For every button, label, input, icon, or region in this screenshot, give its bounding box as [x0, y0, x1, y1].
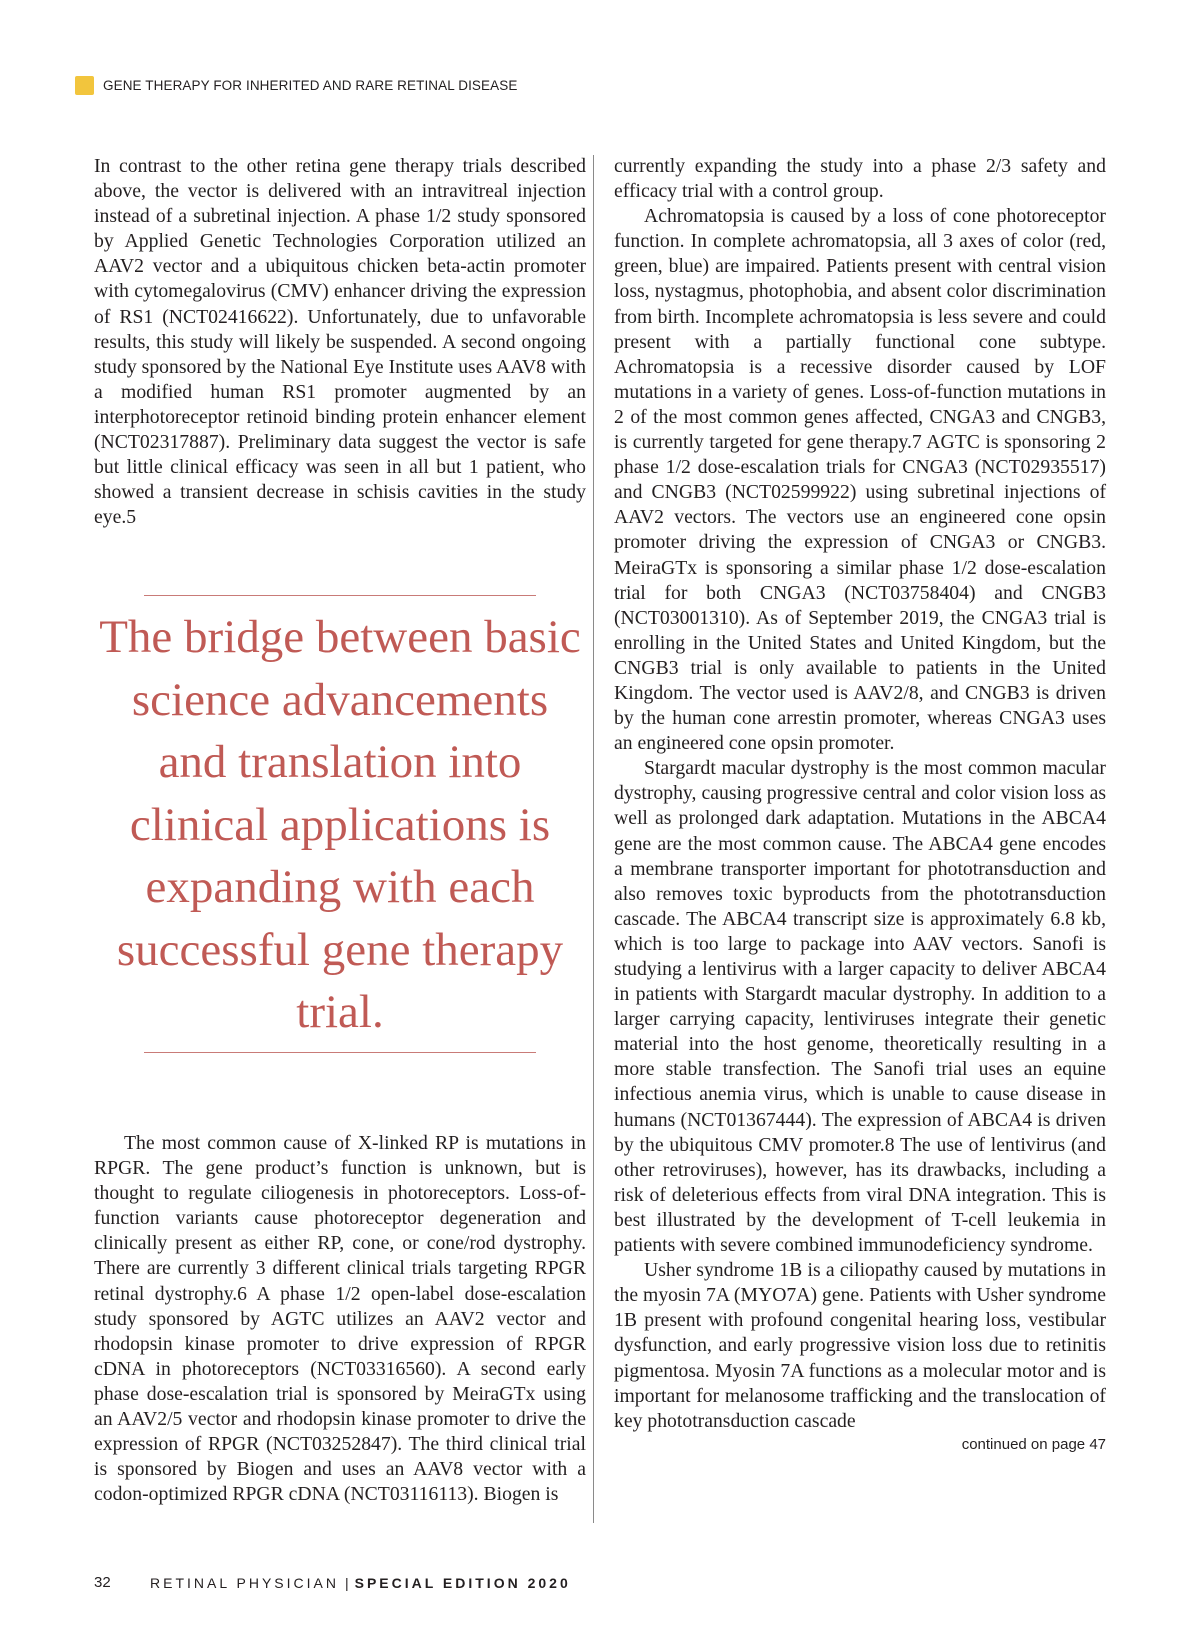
- page-footer: [94, 1574, 571, 1591]
- edition-label: SPECIAL EDITION 2020: [354, 1574, 571, 1591]
- pull-quote-text: The bridge between basic science advancements and translation into clinical applications is expanding with each successful gene therapy trial.: [99, 611, 581, 1038]
- paragraph-x-linked-rp: The most common cause of X-linked RP is mutations in RPGR. The gene product’s function is unknown, but is thought to regulate ciliogenesis in photoreceptors. Loss-of-function variants cause photoreceptor degeneration and clinically present as either RP, cone, or cone/rod dystrophy. There are currently 3 different clinical trials targeting RPGR retinal dystrophy.6 A phase 1/2 open-label dose-escalation study sponsored by AGTC utilizes an AAV2 vector and rhodopsin kinase promoter to drive expression of RPGR cDNA in photoreceptors (NCT03316560). A second early phase dose-escalation trial is sponsored by MeiraGTx using an AAV2/5 vector and rhodopsin kinase promoter to drive the expression of RPGR (NCT03252847). The third clinical trial is sponsored by Biogen and uses an AAV8 vector with a codon-optimized RPGR cDNA (NCT03116113). Biogen is: [94, 1132, 586, 1506]
- pull-quote-bottom-rule: [144, 1052, 536, 1053]
- page-number: 32: [94, 1574, 111, 1591]
- footer-separator: |: [344, 1574, 349, 1591]
- publication-name: RETINAL PHYSICIAN: [150, 1574, 339, 1591]
- paragraph-achromatopsia: Achromatopsia is caused by a loss of cone photoreceptor function. In complete achromatopsia, all 3 axes of color (red, green, blue) are impaired. Patients present with central vision loss, nystagmus, photophobia, and absent color discrimination from birth. Incomplete achromatopsia is less severe and could present with a partially functional cone subtype. Achromatopsia is a recessive disorder caused by LOF mutations in a variety of genes. Loss-of-function mutations in 2 of the most common genes affected, CNGA3 and CNGB3, is currently targeted for gene therapy.7 AGTC is sponsoring 2 phase 1/2 dose-escalation trials for CNGA3 (NCT02935517) and CNGB3 (NCT02599922) using subretinal injections of AAV2 vectors. The vectors use an engineered cone opsin promoter driving the expression of CNGA3 or CNGB3. MeiraGTx is sponsoring a similar phase 1/2 dose-escalation trial for both CNGA3 (NCT03758404) and CNGB3 (NCT03001310). As of September 2019, the CNGA3 trial is enrolling in the United States and United Kingdom, but the CNGB3 trial is only available to patients in the United Kingdom. The vector used is AAV2/8, and CNGB3 is driven by the human cone arrestin promoter, whereas CNGA3 uses an engineered cone opsin promoter.: [614, 205, 1106, 755]
- right-column: [614, 154, 1106, 1456]
- continued-on-page: continued on page 47: [961, 1435, 1106, 1453]
- paragraph-rs1-trials: In contrast to the other retina gene therapy trials described above, the vector is delivered with an intravitreal injection instead of a subretinal injection. A phase 1/2 study sponsored by Applied Genetic Technologies Corporation utilized an AAV2 vector and a ubiquitous chicken beta-actin promoter with cytomegalovirus (CMV) enhancer driving the expression of RS1 (NCT02416622). Unfortunately, due to unfavorable results, this study will likely be suspended. A second ongoing study sponsored by the National Eye Institute uses AAV8 with a modified human RS1 promoter augmented by an interphotoreceptor retinoid binding protein enhancer element (NCT02317887). Preliminary data suggest the vector is safe but little clinical efficacy was seen in all but 1 patient, who showed a transient decrease in schisis cavities in the study eye.5: [94, 155, 586, 529]
- left-column-top: [94, 154, 586, 530]
- paragraph-phase-2-3: currently expanding the study into a phase 2/3 safety and efficacy trial with a control group.: [614, 155, 1106, 203]
- section-color-marker: [75, 76, 94, 95]
- paragraph-usher-1b: Usher syndrome 1B is a ciliopathy caused by mutations in the myosin 7A (MYO7A) gene. Patients with Usher syndrome 1B present with profound congenital hearing loss, vestibular dysfunction, and early progressive vision loss due to retinitis pigmentosa. Myosin 7A functions as a molecular motor and is important for melanosome trafficking and the translocation of key phototransduction cascade: [614, 1259, 1106, 1432]
- column-divider: [593, 155, 594, 1523]
- left-column-bottom: [94, 1131, 586, 1507]
- running-header-title: GENE THERAPY FOR INHERITED AND RARE RETINAL DISEASE: [103, 77, 518, 93]
- paragraph-stargardt: Stargardt macular dystrophy is the most common macular dystrophy, causing progressive central and color vision loss as well as prolonged dark adaptation. Mutations in the ABCA4 gene are the most common cause. The ABCA4 gene encodes a membrane transporter important for phototransduction and also removes toxic byproducts from the phototransduction cascade. The ABCA4 transcript size is approximately 6.8 kb, which is too large to package into AAV vectors. Sanofi is studying a lentivirus with a larger capacity to deliver ABCA4 in patients with Stargardt macular dystrophy. In addition to a larger carrying capacity, lentiviruses integrate their genetic material into the host genome, theoretically resulting in a more stable transfection. The Sanofi trial uses an equine infectious anemia virus, which is unable to cause disease in humans (NCT01367444). The expression of ABCA4 is driven by the ubiquitous CMV promoter.8 The use of lentivirus (and other retroviruses), however, has its drawbacks, including a risk of deleterious effects from viral DNA integration. This is best illustrated by the development of T-cell leukemia in patients with severe combined immunodeficiency syndrome.: [614, 757, 1106, 1257]
- running-header: [75, 74, 517, 96]
- pull-quote: [94, 595, 586, 1053]
